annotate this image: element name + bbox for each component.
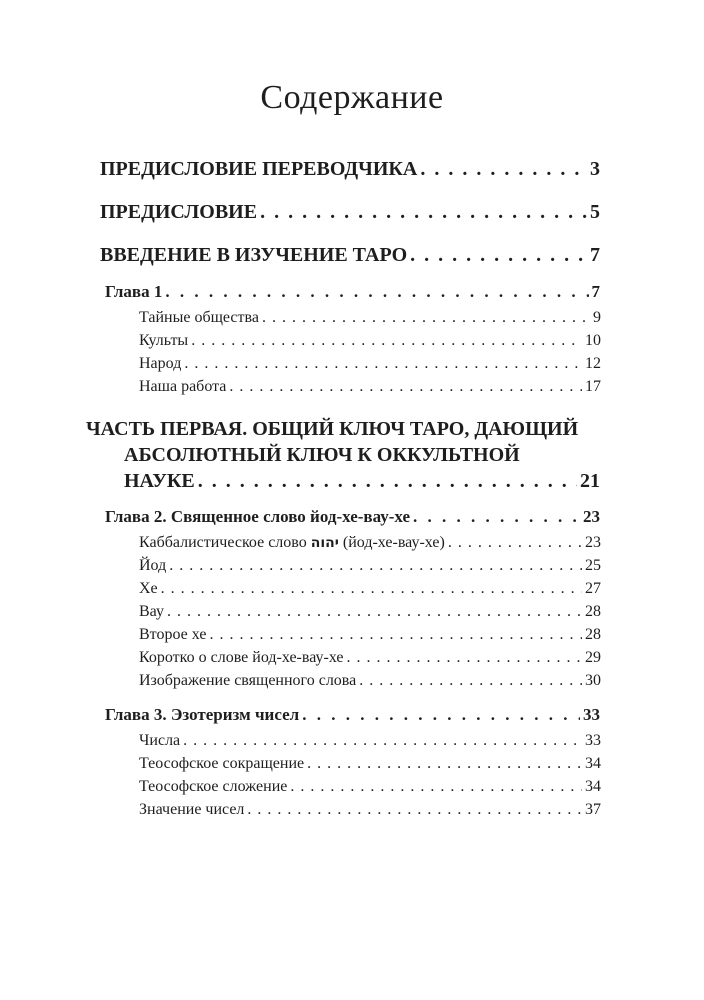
section-label: Теософское сложение — [139, 778, 288, 795]
section-page: 33 — [585, 732, 601, 749]
toc-section[interactable] — [139, 330, 601, 352]
section-label: Хе — [139, 580, 158, 597]
dot-leader — [420, 156, 587, 182]
section-label: Второе хе — [139, 626, 207, 643]
chapter-page: 7 — [591, 282, 600, 301]
dot-leader — [410, 242, 587, 268]
section-page: 37 — [585, 801, 601, 818]
dot-leader — [359, 670, 582, 692]
section-page: 25 — [585, 557, 601, 574]
toc-section[interactable] — [139, 624, 601, 646]
section-page: 12 — [585, 355, 601, 372]
chapter-label: Глава 1 — [105, 282, 163, 301]
dot-leader — [165, 281, 588, 303]
dot-leader — [198, 468, 577, 494]
dot-leader — [247, 799, 582, 821]
dot-leader — [260, 199, 587, 225]
section-label-text: Каббалистическое слово — [139, 534, 307, 551]
toc-section[interactable] — [139, 532, 601, 554]
toc-section[interactable] — [139, 799, 601, 821]
chapter-label: Глава 3. Эзотеризм чисел — [105, 705, 300, 724]
section-label: Наша работа — [139, 378, 227, 395]
dot-leader — [413, 506, 580, 528]
section-page: 34 — [585, 755, 601, 772]
toc-entry-translator-preface[interactable] — [100, 156, 600, 182]
dot-leader — [184, 353, 582, 375]
toc-entry-part-one[interactable] — [124, 468, 600, 494]
dot-leader — [448, 532, 582, 554]
section-label: Изображение священного слова — [139, 672, 357, 689]
dot-leader — [262, 307, 590, 329]
section-label: Культы — [139, 332, 189, 349]
toc-entry-introduction[interactable] — [100, 242, 600, 268]
dot-leader — [161, 578, 582, 600]
toc-chapter-1[interactable] — [105, 281, 600, 303]
toc-section[interactable] — [139, 601, 601, 623]
chapter-label: Глава 2. Священное слово йод-хе-вау-хе — [105, 507, 411, 526]
entry-label: НАУКЕ — [124, 470, 195, 492]
entry-page: 7 — [590, 244, 600, 266]
part-one-heading-line-2: АБСОЛЮТНЫЙ КЛЮЧ К ОККУЛЬТНОЙ — [124, 444, 520, 466]
section-page: 30 — [585, 672, 601, 689]
section-page: 23 — [585, 534, 601, 551]
dot-leader — [169, 555, 582, 577]
dot-leader — [290, 776, 582, 798]
entry-label: ПРЕДИСЛОВИЕ ПЕРЕВОДЧИКА — [100, 158, 418, 180]
section-page: 28 — [585, 626, 601, 643]
dot-leader — [307, 753, 582, 775]
part-one-heading-line-1: ЧАСТЬ ПЕРВАЯ. ОБЩИЙ КЛЮЧ ТАРО, ДАЮЩИЙ — [86, 418, 579, 440]
page-title: Содержание — [260, 79, 444, 116]
section-page: 29 — [585, 649, 601, 666]
section-label: Вау — [139, 603, 164, 620]
dot-leader — [229, 376, 582, 398]
dot-leader — [347, 647, 582, 669]
section-page: 10 — [585, 332, 601, 349]
hebrew-word: יהוה — [310, 535, 339, 551]
entry-page: 3 — [590, 158, 600, 180]
entry-page: 5 — [590, 201, 600, 223]
entry-label: ВВЕДЕНИЕ В ИЗУЧЕНИЕ ТАРО — [100, 244, 408, 266]
toc-chapter-3[interactable] — [105, 704, 600, 726]
dot-leader — [302, 704, 580, 726]
section-label: Йод — [139, 557, 167, 574]
toc-section[interactable] — [139, 376, 601, 398]
chapter-page: 33 — [583, 705, 600, 724]
section-label: Числа — [139, 732, 181, 749]
toc-section[interactable] — [139, 753, 601, 775]
dot-leader — [209, 624, 582, 646]
entry-page: 21 — [580, 470, 600, 492]
section-label: Тайные общества — [139, 309, 259, 326]
toc-entry-preface[interactable] — [100, 199, 600, 225]
toc-section[interactable] — [139, 730, 601, 752]
section-page: 28 — [585, 603, 601, 620]
toc-section[interactable] — [139, 578, 601, 600]
entry-label: ПРЕДИСЛОВИЕ — [100, 201, 258, 223]
section-page: 9 — [593, 309, 601, 326]
section-label-suffix: (йод-хе-вау-хе) — [342, 534, 445, 551]
toc-chapter-2[interactable] — [105, 506, 600, 528]
dot-leader — [183, 730, 582, 752]
toc-section[interactable] — [139, 555, 601, 577]
section-page: 17 — [585, 378, 601, 395]
section-label — [139, 532, 445, 554]
section-label: Народ — [139, 355, 182, 372]
chapter-page: 23 — [583, 507, 600, 526]
section-page: 27 — [585, 580, 601, 597]
section-label: Теософское сокращение — [139, 755, 305, 772]
toc-section[interactable] — [139, 776, 601, 798]
dot-leader — [167, 601, 582, 623]
section-label: Коротко о слове йод-хе-вау-хе — [139, 649, 344, 666]
dot-leader — [191, 330, 582, 352]
toc-section[interactable] — [139, 670, 601, 692]
toc-section[interactable] — [139, 647, 601, 669]
section-page: 34 — [585, 778, 601, 795]
section-label: Значение чисел — [139, 801, 245, 818]
toc-section[interactable] — [139, 307, 601, 329]
toc-section[interactable] — [139, 353, 601, 375]
